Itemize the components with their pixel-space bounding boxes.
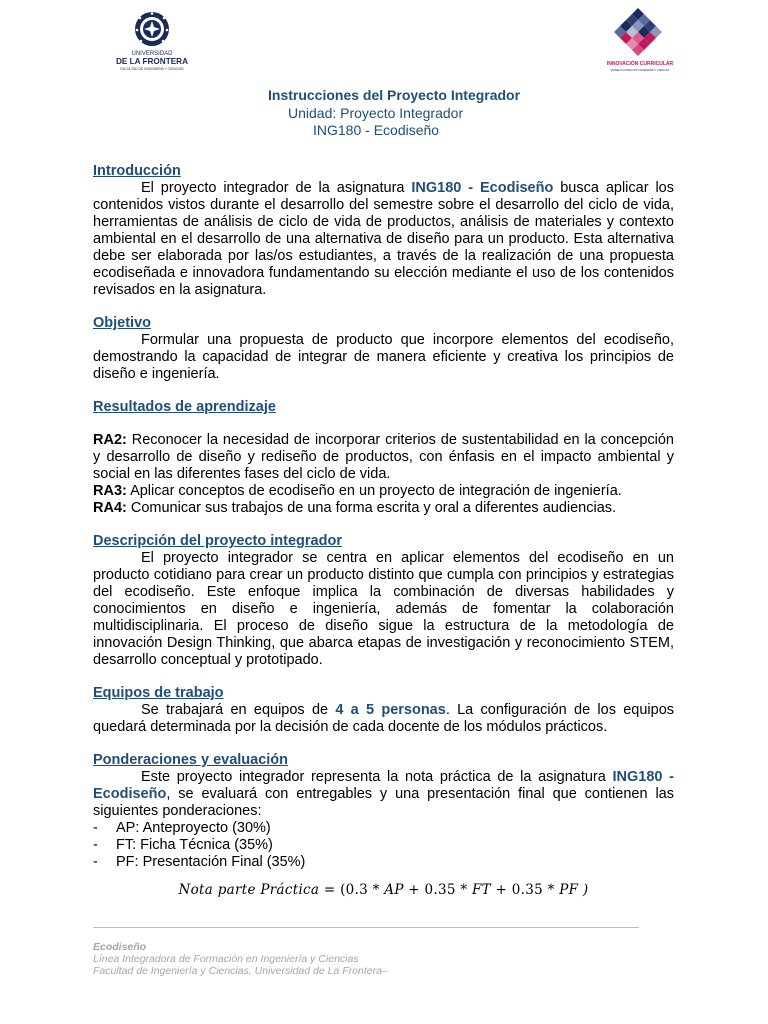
university-seal-icon — [135, 12, 169, 46]
grading-paragraph: Este proyecto integrador representa la nota práctica de la asignatura ING180 - Ecodiseño, se evaluará con entregables y una presentación final que contienen las siguientes ponderaciones: — [93, 769, 674, 819]
logo-right-line2: MODELO FORMACIÓN INGENIERÍA Y CIENCIAS — [610, 69, 670, 72]
description-paragraph: El proyecto integrador se centra en aplicar elementos del ecodiseño en un producto cotidiano para crear un producto distinto que cumpla con principios y estrategias del ecodiseño. Este enfoque implica la combinación de diversas habilidades y conocimientos en diseño e ingeniería, además de fomentar la colaboración multidisciplinaria. El proceso de diseño sigue la estructura de la metodología de innovación Design Thinking, que abarca etapas de investigación y reconocimiento STEM, desarrollo conceptual y prototipado. — [93, 550, 674, 668]
list-item: - AP: Anteproyecto (30%) — [93, 820, 271, 836]
grade-formula: Nota parte Práctica = (0.3 * AP + 0.35 * FT + 0.35 * PF ) — [178, 882, 589, 898]
university-logo — [112, 10, 192, 78]
intro-heading: Introducción — [93, 163, 181, 179]
intro-paragraph: El proyecto integrador de la asignatura ING180 - Ecodiseño busca aplicar los contenidos vistos durante el desarrollo del semestre sobre el desarrollo del ciclo de vida, herramientas de análisis de ciclo de vida de productos, análisis de materiales y contexto ambiental en el desarrollo de una alternativa de diseño para un producto. Esta alternativa debe ser elaborada por las/os estudiantes, a través de la realización de una propuesta ecodiseñada e innovadora fundamentando su elección mediante el uso de los contenidos revisados en la asignatura. — [93, 180, 674, 298]
list-item: - PF: Presentación Final (35%) — [93, 854, 306, 870]
unit-subtitle: Unidad: Proyecto Integrador — [288, 105, 464, 121]
list-item: - FT: Ficha Técnica (35%) — [93, 837, 273, 853]
teams-paragraph: Se trabajará en equipos de 4 a 5 personas. La configuración de los equipos quedará determinada por la decisión de cada docente de los módulos prácticos. — [93, 702, 675, 735]
footer-line: Línea Integradora de Formación en Ingeniería y Ciencias — [93, 953, 359, 965]
learning-outcome-ra2: RA2: Reconocer la necesidad de incorporar criterios de sustentabilidad en la concepción y desarrollo de diseño y rediseño de productos, con énfasis en el impacto ambiental y social en las diferentes fases del ciclo de vida. — [93, 432, 674, 482]
footer-divider — [93, 927, 639, 928]
learning-outcomes-heading: Resultados de aprendizaje — [93, 399, 276, 415]
objective-paragraph: Formular una propuesta de producto que incorpore elementos del ecodiseño, demostrando la capacidad de integrar de manera eficiente y creativa los principios de diseño e ingeniería. — [93, 332, 674, 382]
footer-course: Ecodiseño — [93, 941, 147, 953]
logo-line3: FACULTAD DE INGENIERÍA Y CIENCIAS — [120, 67, 184, 71]
document-title: Instrucciones del Proyecto Integrador — [268, 87, 521, 103]
document-body — [93, 163, 674, 899]
logo-right-line1: INNOVACIÓN CURRICULAR — [606, 61, 674, 67]
diamond-mosaic-icon — [614, 8, 662, 56]
grading-heading: Ponderaciones y evaluación — [93, 752, 289, 768]
logo-line2: DE LA FRONTERA — [115, 57, 189, 66]
course-subtitle: ING180 - Ecodiseño — [313, 122, 440, 138]
page-footer — [93, 941, 388, 977]
description-heading: Descripción del proyecto integrador — [93, 533, 342, 549]
learning-outcome-ra3: RA3: Aplicar conceptos de ecodiseño en un proyecto de integración de ingeniería. — [93, 483, 622, 499]
teams-heading: Equipos de trabajo — [93, 685, 224, 701]
objective-heading: Objetivo — [93, 315, 152, 331]
logo-line1: UNIVERSIDAD — [131, 51, 173, 57]
learning-outcome-ra4: RA4: Comunicar sus trabajos de una forma escrita y oral a diferentes audiencias. — [93, 500, 617, 516]
innovacion-curricular-logo — [600, 8, 684, 86]
footer-faculty: Facultad de Ingeniería y Ciencias, Universidad de La Frontera– — [93, 965, 388, 977]
